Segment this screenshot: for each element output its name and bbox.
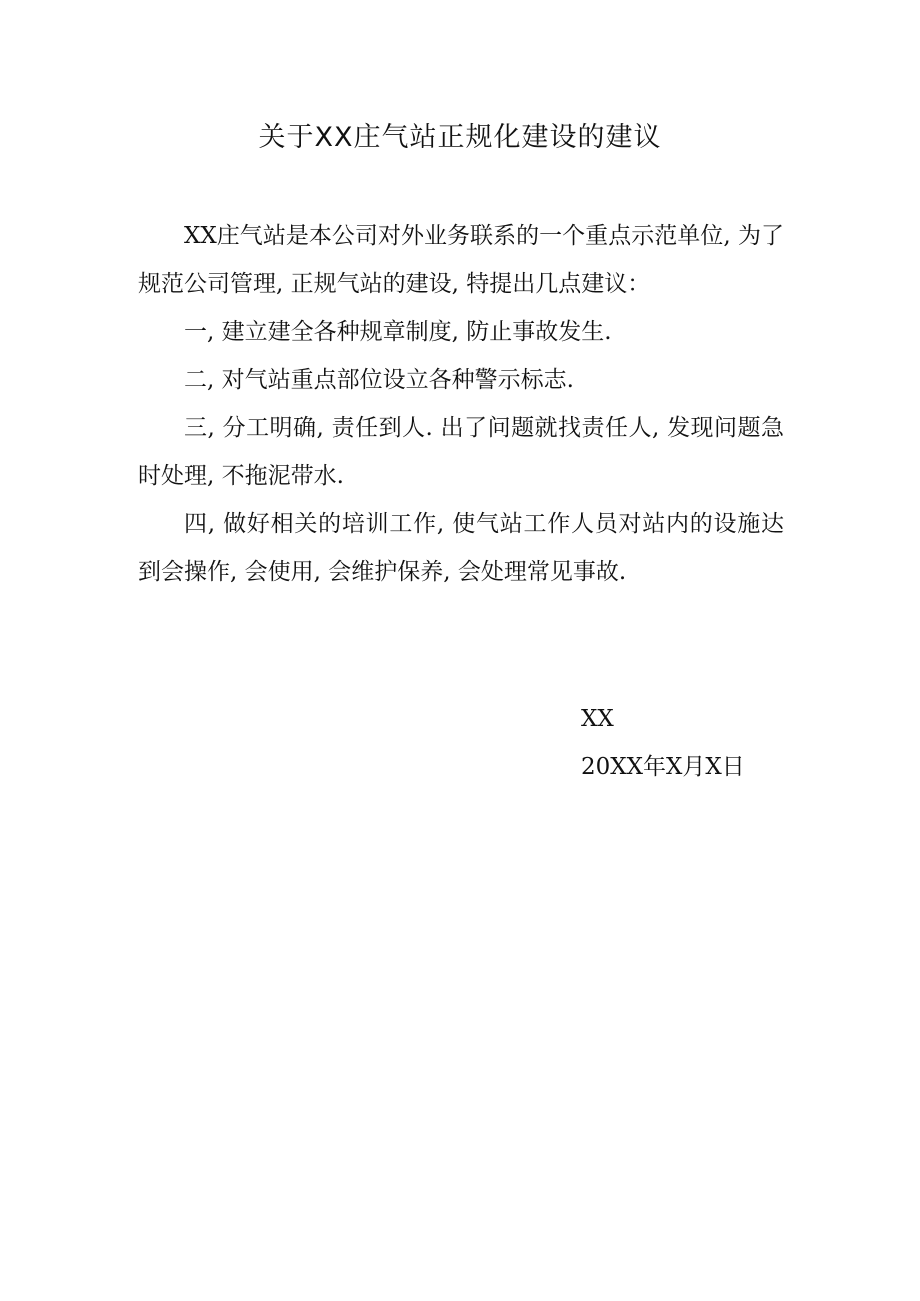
document-title: 关于XX庄气站正规化建设的建议: [258, 122, 662, 153]
signature-block: [581, 695, 745, 791]
suggestion-1: 一, 建立建全各种规章制度, 防止事故发生.: [184, 319, 612, 345]
signature-date: 20XX年X月X日: [581, 754, 745, 780]
document-body: [138, 212, 784, 596]
suggestion-3: 三, 分工明确, 责任到人. 出了问题就找责任人, 发现问题急时处理, 不拖泥带水.: [138, 415, 784, 489]
signature-name: XX: [581, 706, 614, 732]
suggestion-2: 二, 对气站重点部位设立各种警示标志.: [184, 367, 574, 393]
suggestion-4: 四, 做好相关的培训工作, 使气站工作人员对站内的设施达到会操作, 会使用, 会维护保养, 会处理常见事故.: [138, 511, 784, 585]
intro-paragraph: XX庄气站是本公司对外业务联系的一个重点示范单位, 为了规范公司管理, 正规气站的建设, 特提出几点建议：: [138, 223, 784, 297]
